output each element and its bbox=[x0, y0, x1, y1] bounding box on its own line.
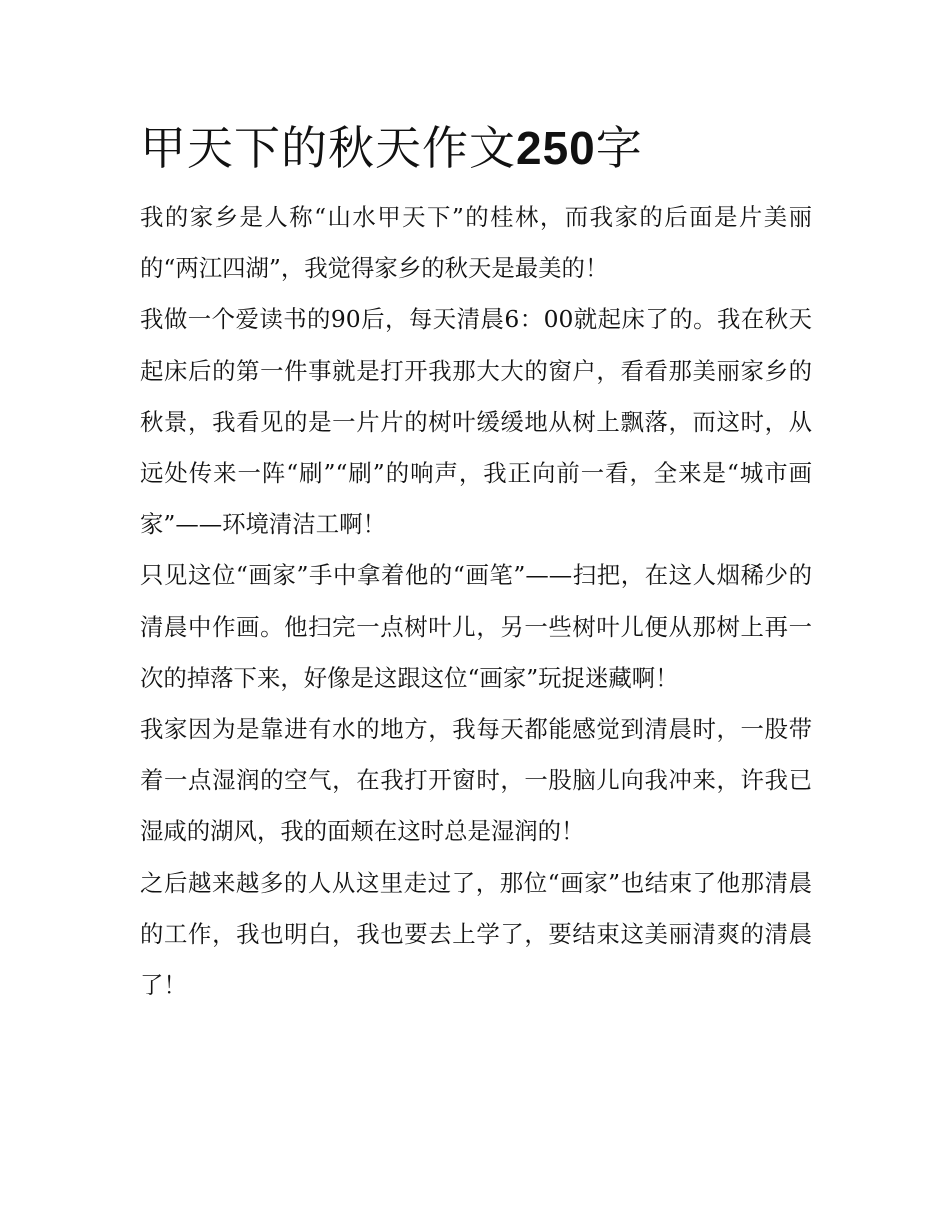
document-title bbox=[140, 118, 812, 178]
paragraph-5: 之后越来越多的人从这里走过了，那位“画家”也结束了他那清晨的工作，我也明白，我也要去上学了，要结束这美丽清爽的清晨了！ bbox=[140, 868, 812, 1000]
title-number: 250 bbox=[516, 122, 596, 174]
document-body bbox=[140, 118, 812, 1011]
paragraph-2: 我做一个爱读书的90后，每天清晨6：00就起床了的。我在秋天起床后的第一件事就是打开我那大大的窗户，看看那美丽家乡的秋景，我看见的是一片片的树叶缓缓地从树上飘落，而这时，从远处传来一阵“刷”“刷”的响声，我正向前一看，全来是“城市画家”——环境清洁工啊！ bbox=[140, 305, 812, 539]
title-suffix: 字 bbox=[595, 121, 643, 175]
paragraph-4: 我家因为是靠进有水的地方，我每天都能感觉到清晨时，一股带着一点湿润的空气，在我打开窗时，一股脑儿向我冲来，许我已湿咸的湖风，我的面颊在这时总是湿润的！ bbox=[140, 715, 812, 846]
paragraph-3: 只见这位“画家”手中拿着他的“画笔”——扫把，在这人烟稀少的清晨中作画。他扫完一点树叶儿，另一些树叶儿便从那树上再一次的掉落下来，好像是这跟这位“画家”玩捉迷藏啊！ bbox=[140, 561, 812, 692]
paragraph-1: 我的家乡是人称“山水甲天下”的桂林，而我家的后面是片美丽的“两江四湖”，我觉得家乡的秋天是最美的！ bbox=[140, 203, 812, 283]
title-text: 甲天下的秋天作文 bbox=[140, 121, 516, 175]
